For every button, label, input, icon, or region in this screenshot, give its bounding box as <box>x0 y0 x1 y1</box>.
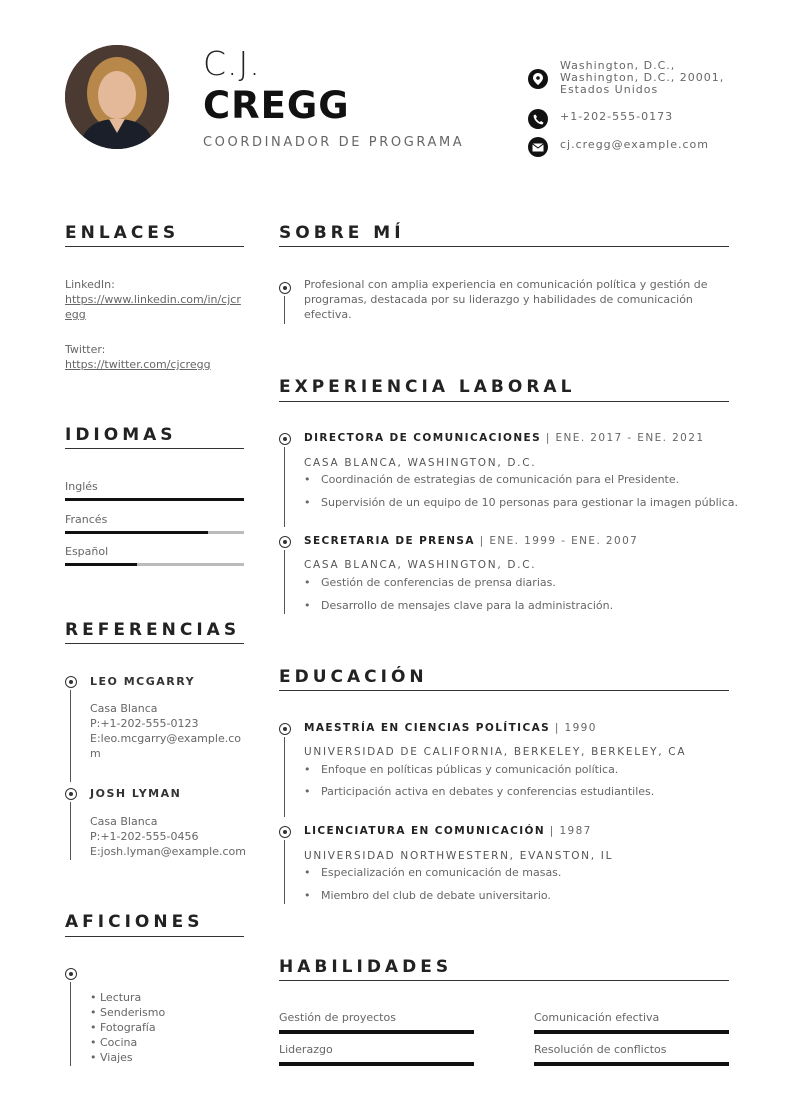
timeline-line <box>284 296 285 324</box>
job-entry-title <box>304 432 704 444</box>
job-bullet-text: Desarrollo de mensajes clave para la administración. <box>320 599 614 612</box>
skill-label: Comunicación efectiva <box>534 1011 660 1024</box>
education-entry-title <box>304 825 592 837</box>
skill-label: Liderazgo <box>279 1043 333 1056</box>
about-line-2: programas, destacada por su liderazgo y habilidades de comunicación <box>304 293 693 306</box>
job-place: CASA BLANCA, WASHINGTON, D.C. <box>304 559 537 571</box>
education-year: | 1990 <box>550 722 597 734</box>
job-dates: | ENE. 1999 - ENE. 2007 <box>474 535 639 547</box>
reference-email-line-1: E:leo.mcgarry@example.co <box>90 732 241 745</box>
timeline-line <box>70 982 71 1066</box>
timeline-line <box>70 802 71 860</box>
job-bullet: • Desarrollo de mensajes clave para la administración. <box>304 599 614 612</box>
hobbies-heading: AFICIONES <box>65 912 204 932</box>
reference-name: JOSH LYMAN <box>90 787 182 800</box>
timeline-line <box>284 737 285 817</box>
twitter-label: Twitter: <box>65 343 106 356</box>
email-icon <box>528 137 548 157</box>
skill-bar <box>534 1030 729 1034</box>
linkedin-url-line-2[interactable]: egg <box>65 308 86 321</box>
timeline-dot <box>65 676 77 688</box>
education-bullet-text: Participación activa en debates y conferencias estudiantiles. <box>320 785 655 798</box>
job-bullet: • Gestión de conferencias de prensa diarias. <box>304 576 556 589</box>
language-french-bar <box>65 531 244 534</box>
skills-heading: HABILIDADES <box>279 957 453 977</box>
timeline-dot <box>65 788 77 800</box>
about-heading: SOBRE MÍ <box>279 223 405 243</box>
education-heading: EDUCACIÓN <box>279 667 428 687</box>
reference-org: Casa Blanca <box>90 702 158 715</box>
timeline-line <box>284 840 285 904</box>
reference-email: E:josh.lyman@example.com <box>90 845 246 858</box>
language-spanish-bar <box>65 563 244 566</box>
education-entry-title <box>304 722 597 734</box>
timeline-dot <box>65 968 77 980</box>
skill-bar <box>534 1062 729 1066</box>
address-line-1: Washington, D.C., <box>560 59 676 72</box>
job-title: COORDINADOR DE PROGRAMA <box>203 135 465 150</box>
timeline-line <box>284 550 285 614</box>
reference-org: Casa Blanca <box>90 815 158 828</box>
hobby-item: • Lectura <box>90 991 142 1004</box>
experience-rule <box>279 401 729 402</box>
timeline-dot <box>279 723 291 735</box>
hobby-item: • Cocina <box>90 1036 138 1049</box>
address-line-3: Estados Unidos <box>560 83 659 96</box>
reference-phone: P:+1-202-555-0123 <box>90 717 199 730</box>
first-name: C.J. <box>203 44 261 83</box>
job-bullet-text: Gestión de conferencias de prensa diarias. <box>320 576 556 589</box>
hobby-list <box>90 990 165 1065</box>
skill-label: Resolución de conflictos <box>534 1043 667 1056</box>
timeline-dot <box>279 282 291 294</box>
hobbies-rule <box>65 936 244 937</box>
job-entry-title <box>304 535 638 547</box>
languages-heading: IDIOMAS <box>65 425 177 445</box>
location-pin-icon <box>528 69 548 89</box>
education-bullet: • Especialización en comunicación de masas. <box>304 866 562 879</box>
language-english-bar <box>65 498 244 501</box>
job-bullet: • Supervisión de un equipo de 10 personas para gestionar la imagen pública. <box>304 496 739 509</box>
phone[interactable]: +1-202-555-0173 <box>560 110 674 123</box>
links-heading: ENLACES <box>65 223 180 243</box>
linkedin-link[interactable] <box>65 292 241 322</box>
skill-bar <box>279 1062 474 1066</box>
job-bullet-text: Supervisión de un equipo de 10 personas para gestionar la imagen pública. <box>320 496 739 509</box>
phone-icon <box>528 109 548 129</box>
reference-phone: P:+1-202-555-0456 <box>90 830 199 843</box>
experience-heading: EXPERIENCIA LABORAL <box>279 377 576 397</box>
hobby-item: • Viajes <box>90 1051 133 1064</box>
timeline-line <box>70 690 71 782</box>
education-bullet-text: Miembro del club de debate universitario. <box>320 889 551 902</box>
job-role: DIRECTORA DE COMUNICACIONES <box>304 432 542 444</box>
education-bullet-text: Enfoque en políticas públicas y comunicación política. <box>320 763 619 776</box>
job-bullet: • Coordinación de estrategias de comunicación para el Presidente. <box>304 473 680 486</box>
language-english-level <box>65 498 244 501</box>
about-line-3: efectiva. <box>304 308 352 321</box>
language-french-level <box>65 531 208 534</box>
education-rule <box>279 690 729 691</box>
hobby-item: • Fotografía <box>90 1021 156 1034</box>
twitter-link[interactable]: https://twitter.com/cjcregg <box>65 358 211 371</box>
job-bullet-text: Coordinación de estrategias de comunicación para el Presidente. <box>320 473 680 486</box>
links-rule <box>65 246 244 247</box>
timeline-dot <box>279 826 291 838</box>
skills-rule <box>279 980 729 981</box>
education-school: UNIVERSIDAD DE CALIFORNIA, BERKELEY, BERKELEY, CA <box>304 746 687 758</box>
education-degree: MAESTRÍA EN CIENCIAS POLÍTICAS <box>304 722 551 734</box>
profile-photo <box>65 45 169 149</box>
reference-email <box>90 731 241 761</box>
language-spanish-level <box>65 563 137 566</box>
about-line-1: Profesional con amplia experiencia en comunicación política y gestión de <box>304 278 708 291</box>
language-english: Inglés <box>65 480 98 493</box>
last-name: CREGG <box>203 84 350 127</box>
skill-label: Gestión de proyectos <box>279 1011 396 1024</box>
linkedin-label: LinkedIn: <box>65 278 115 291</box>
address <box>560 60 724 96</box>
education-bullet: • Enfoque en políticas públicas y comunicación política. <box>304 763 619 776</box>
email[interactable]: cj.cregg@example.com <box>560 138 709 151</box>
timeline-dot <box>279 433 291 445</box>
references-heading: REFERENCIAS <box>65 620 241 640</box>
job-place: CASA BLANCA, WASHINGTON, D.C. <box>304 457 537 469</box>
education-bullet: • Miembro del club de debate universitario. <box>304 889 551 902</box>
education-degree: LICENCIATURA EN COMUNICACIÓN <box>304 825 546 837</box>
timeline-line <box>284 447 285 527</box>
linkedin-url-line-1[interactable]: https://www.linkedin.com/in/cjcr <box>65 293 241 306</box>
language-spanish: Español <box>65 545 109 558</box>
reference-name: LEO MCGARRY <box>90 675 196 688</box>
language-french: Francés <box>65 513 108 526</box>
skill-bar <box>279 1030 474 1034</box>
about-rule <box>279 246 729 247</box>
education-bullet-text: Especialización en comunicación de masas. <box>320 866 562 879</box>
job-dates: | ENE. 2017 - ENE. 2021 <box>541 432 705 444</box>
address-line-2: Washington, D.C., 20001, <box>560 71 725 84</box>
education-school: UNIVERSIDAD NORTHWESTERN, EVANSTON, IL <box>304 850 614 862</box>
timeline-dot <box>279 536 291 548</box>
education-year: | 1987 <box>545 825 592 837</box>
hobby-item: • Senderismo <box>90 1006 166 1019</box>
about-text <box>304 277 708 322</box>
job-role: SECRETARIA DE PRENSA <box>304 535 475 547</box>
references-rule <box>65 643 244 644</box>
languages-rule <box>65 448 244 449</box>
education-bullet: • Participación activa en debates y conferencias estudiantiles. <box>304 785 655 798</box>
reference-email-line-2: m <box>90 747 101 760</box>
